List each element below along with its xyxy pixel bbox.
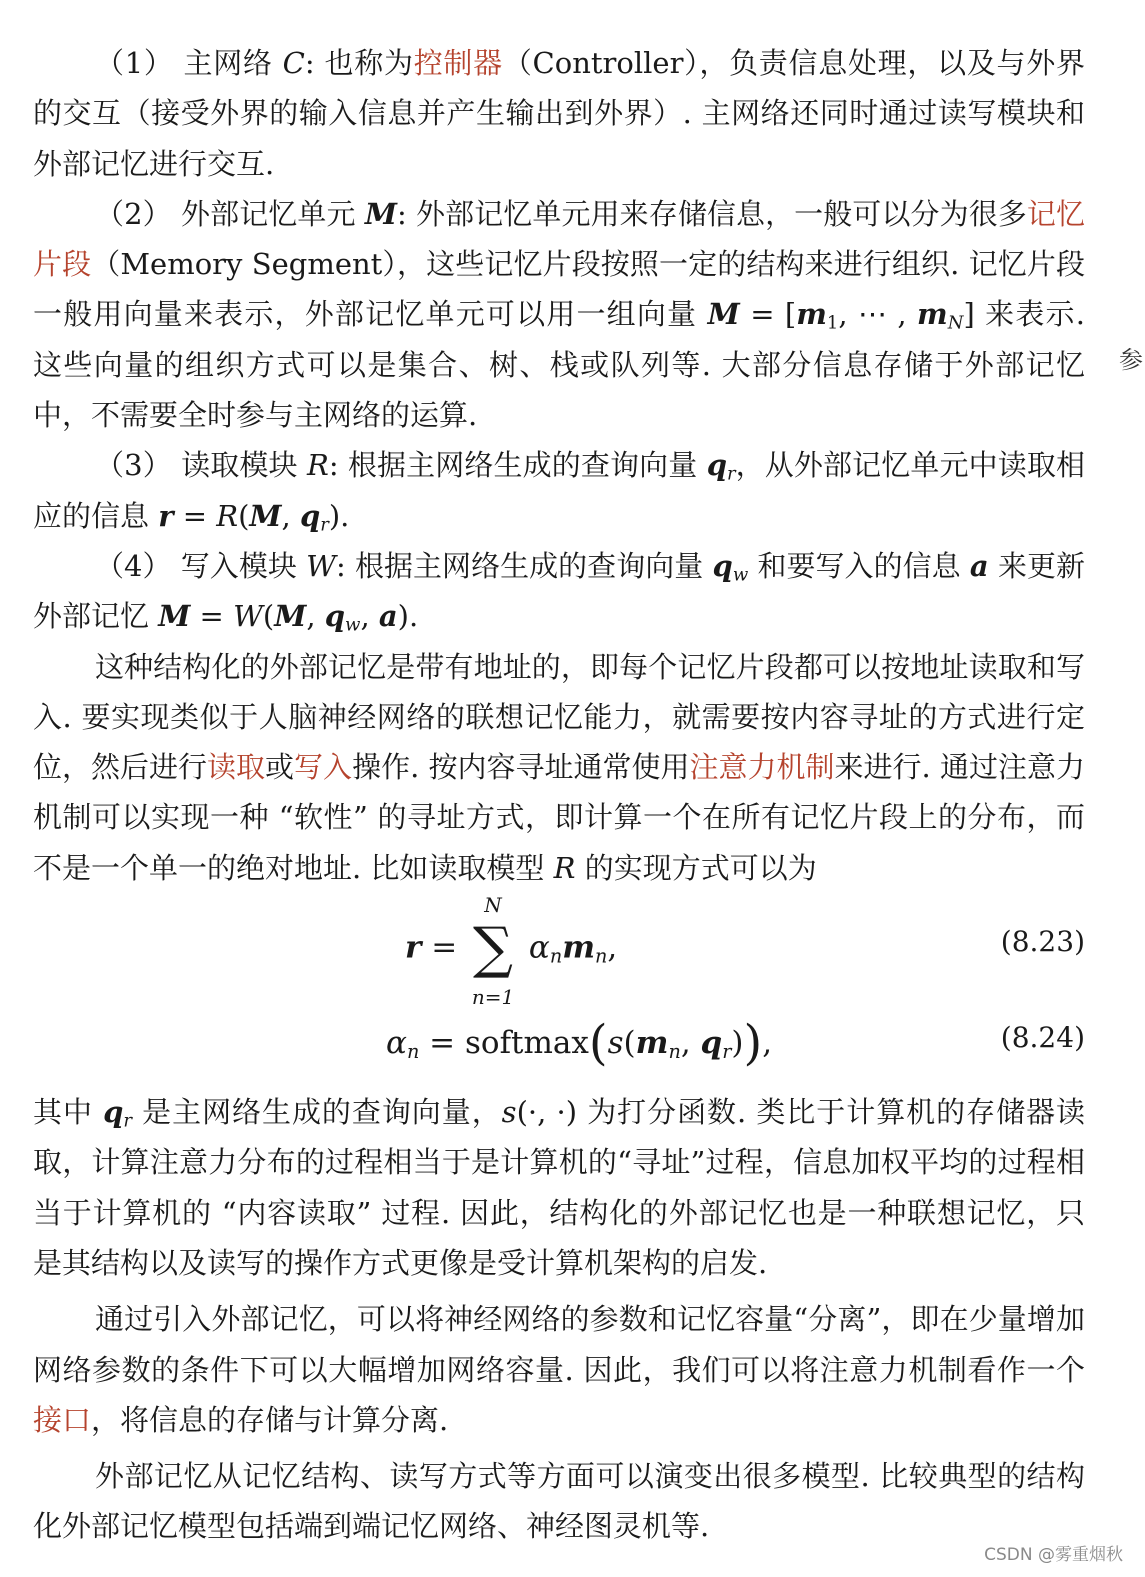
paragraph-external-memory-intro	[33, 1294, 1085, 1445]
p2-eq-m: M	[707, 297, 740, 332]
p6-text-c: (·, ·) 为打分函数. 类比于计算机的存储器读取，计算注意力分布的过程相当于是计算机的“寻址”过程，信息加权平均的过程相当于计算机的 “内容读取” 过程. 因此，结构化的外部记忆也是一种联想记忆，只是其结构以及读写的操作方式更像是受计算机架构的启发.	[33, 1095, 1085, 1280]
p5-text-c: 来进行. 通过注意力机制可以实现一种 “软性” 的寻址方式，即计算一个在所有记忆片段上的分布，而不是一个单一的绝对地址. 比如读取模型	[33, 750, 1085, 885]
p4-eq-comma2: ,	[360, 599, 379, 634]
p1-text-a: （1） 主网络	[95, 46, 283, 80]
link-read[interactable]: 读取	[207, 750, 266, 785]
link-attention-mechanism[interactable]: 注意力机制	[689, 750, 835, 785]
page-content	[33, 38, 1085, 1552]
p2-eq-mn: m	[917, 297, 948, 332]
p2-text-c: （Memory Segment），这些记忆片段按照一定的结构来进行组织. 记忆片段一般用向量来表示，外部记忆单元可以用一组向量	[33, 247, 1085, 332]
eq24-tail: ,	[762, 1025, 773, 1062]
p3-sub-r: r	[726, 463, 736, 485]
eq24-alpha: α	[386, 1025, 407, 1062]
link-memory-segment[interactable]: 记忆片段	[33, 196, 1085, 282]
eq24-close: )	[731, 1025, 744, 1062]
p4-eq-a: a	[378, 599, 398, 634]
p5-text-or: 或	[265, 750, 295, 785]
p4-text-a: （4） 写入模块	[95, 548, 307, 583]
p4-eq-q: q	[324, 599, 346, 634]
p2-eq-mid: = [	[739, 297, 797, 332]
paragraph-query-explanation	[33, 1087, 1085, 1288]
equation-number-8-23: (8.23)	[1000, 925, 1085, 959]
p4-eq-close: ).	[397, 599, 419, 634]
p6-symbol-s: s	[501, 1095, 517, 1130]
paragraph-external-memory	[33, 189, 1085, 440]
p5-text-d: 的实现方式可以为	[575, 850, 817, 885]
eq24-q: q	[700, 1025, 723, 1062]
p4-eq-M2: M	[274, 599, 307, 634]
p2-eq-subn: N	[947, 312, 964, 334]
p4-symbol-w: W	[306, 548, 336, 583]
p4-eq-open: (	[262, 599, 275, 634]
eq23-lower-limit	[467, 985, 519, 1009]
equation-8-24	[33, 1013, 1085, 1079]
equation-8-23-body	[405, 893, 618, 1010]
p4-text-d: 来更新外部记忆	[33, 548, 1086, 634]
p4-text-c: 和要写入的信息	[748, 548, 970, 583]
equation-number-8-24: (8.24)	[1000, 1021, 1085, 1055]
p5-symbol-r: R	[553, 850, 576, 885]
eq24-sub-r: r	[722, 1039, 732, 1063]
eq24-comma: ,	[680, 1025, 701, 1062]
eq24-big-open: (	[588, 1015, 608, 1072]
eq23-summation	[467, 893, 519, 1010]
eq24-big-close: )	[743, 1015, 763, 1072]
eq23-sub-n2: n	[595, 944, 608, 968]
eq23-alpha: α	[528, 929, 550, 966]
p3-eq-sub-r: r	[320, 514, 329, 536]
eq23-comma: ,	[607, 929, 618, 966]
eq23-m: m	[562, 929, 596, 966]
eq24-m: m	[635, 1025, 669, 1062]
eq24-open: (	[623, 1025, 636, 1062]
p6-symbol-q: q	[103, 1095, 124, 1130]
p3-eq-q: q	[299, 498, 321, 533]
eq24-softmax: = softmax	[419, 1025, 589, 1062]
margin-note-glyph: 参	[1119, 346, 1143, 374]
p8-text-a: 外部记忆从记忆结构、读写方式等方面可以演变出很多模型. 比较典型的结构化外部记忆模型包括端到端记忆网络、神经图灵机等.	[33, 1459, 1085, 1544]
p2-eq-m1: m	[796, 297, 827, 332]
p3-symbol-q: q	[706, 448, 727, 483]
eq24-s: s	[607, 1025, 624, 1062]
link-write[interactable]: 写入	[294, 750, 353, 785]
watermark: CSDN @雾重烟秋	[984, 1545, 1123, 1565]
p4-text-b: : 根据主网络生成的查询向量	[335, 548, 713, 583]
p6-sub-r: r	[123, 1110, 132, 1132]
paragraph-memory-models	[33, 1451, 1085, 1552]
p4-eq-W: W	[233, 599, 263, 634]
p6-text-a: 其中	[33, 1095, 104, 1130]
p2-symbol-m: M	[364, 196, 397, 231]
p6-text-b: 是主网络生成的查询向量，	[131, 1095, 502, 1130]
p5-text-a: 这种结构化的外部记忆是带有地址的，即每个记忆片段都可以按地址读取和写入. 要实现类似于人脑神经网络的联想记忆能力，就需要按内容寻址的方式进行定位，然后进行	[33, 649, 1085, 785]
p4-symbol-a: a	[969, 548, 989, 583]
eq23-sub-n: n	[549, 944, 563, 968]
p4-eq-comma: ,	[306, 599, 325, 634]
eq23-equals: =	[421, 929, 468, 966]
p3-eq-close: ).	[328, 498, 350, 533]
p4-eq-sub-w: w	[345, 614, 361, 636]
p3-eq-M: M	[249, 498, 282, 533]
p7-text-a: 通过引入外部记忆，可以将神经网络的参数和记忆容量“分离”，即在少量增加网络参数的条件下可以大幅增加网络容量. 因此，我们可以将注意力机制看作一个	[33, 1302, 1085, 1387]
p5-text-b: 操作. 按内容寻址通常使用	[352, 750, 690, 785]
p3-eq-r: r	[158, 498, 174, 533]
p3-eq-equals: =	[173, 498, 217, 533]
equation-8-23	[33, 893, 1085, 1010]
p4-sub-w: w	[732, 564, 749, 586]
p2-text-d: 来表示. 这些向量的组织方式可以是集合、树、栈或队列等. 大部分信息存储于外部记忆中，不需要全时参与主网络的运算.	[33, 297, 1085, 433]
p3-text-c: ，从外部记忆单元中读取相应的信息	[33, 448, 1085, 533]
p3-symbol-r: R	[306, 448, 329, 483]
p2-eq-dots: , ⋯ ,	[838, 297, 918, 332]
paragraph-write-module	[33, 541, 1085, 642]
eq23-sigma: ∑	[473, 916, 514, 982]
p2-eq-sub1: 1	[826, 312, 839, 334]
p3-eq-open: (	[238, 498, 250, 533]
paragraph-main-network	[33, 38, 1085, 189]
paragraph-read-module	[33, 440, 1085, 541]
p2-text-b: : 外部记忆单元用来存储信息，一般可以分为很多	[396, 196, 1027, 231]
p3-text-b: : 根据主网络生成的查询向量	[328, 448, 707, 483]
p2-eq-close: ]	[963, 297, 986, 332]
eq23-lhs: r	[405, 929, 422, 966]
p1-text-b: : 也称为	[304, 46, 414, 80]
p7-text-b: ，将信息的存储与计算分离.	[91, 1402, 449, 1437]
p3-eq-comma: ,	[281, 498, 300, 533]
p4-eq-equals: =	[190, 599, 234, 634]
eq24-sub-n: n	[406, 1039, 420, 1063]
p4-eq-M: M	[158, 599, 191, 634]
paragraph-structured-memory	[33, 642, 1085, 893]
p1-text-c: （Controller），负责信息处理，以及与外界的交互（接受外界的输入信息并产生输出到外界）. 主网络还同时通过读写模块和外部记忆进行交互.	[33, 46, 1085, 181]
p4-symbol-q: q	[712, 548, 733, 583]
p3-eq-R: R	[216, 498, 239, 533]
link-interface[interactable]: 接口	[33, 1402, 92, 1437]
eq23-upper-limit: N	[484, 893, 502, 918]
eq24-sub-n2: n	[668, 1039, 681, 1063]
p2-text-a: （2） 外部记忆单元	[95, 196, 365, 231]
eq23-lower-text: n=1	[471, 985, 515, 1010]
equation-8-24-body	[386, 1015, 772, 1071]
link-controller[interactable]: 控制器	[413, 46, 503, 80]
p1-symbol-c: C	[282, 46, 305, 80]
p3-text-a: （3） 读取模块	[95, 448, 307, 483]
